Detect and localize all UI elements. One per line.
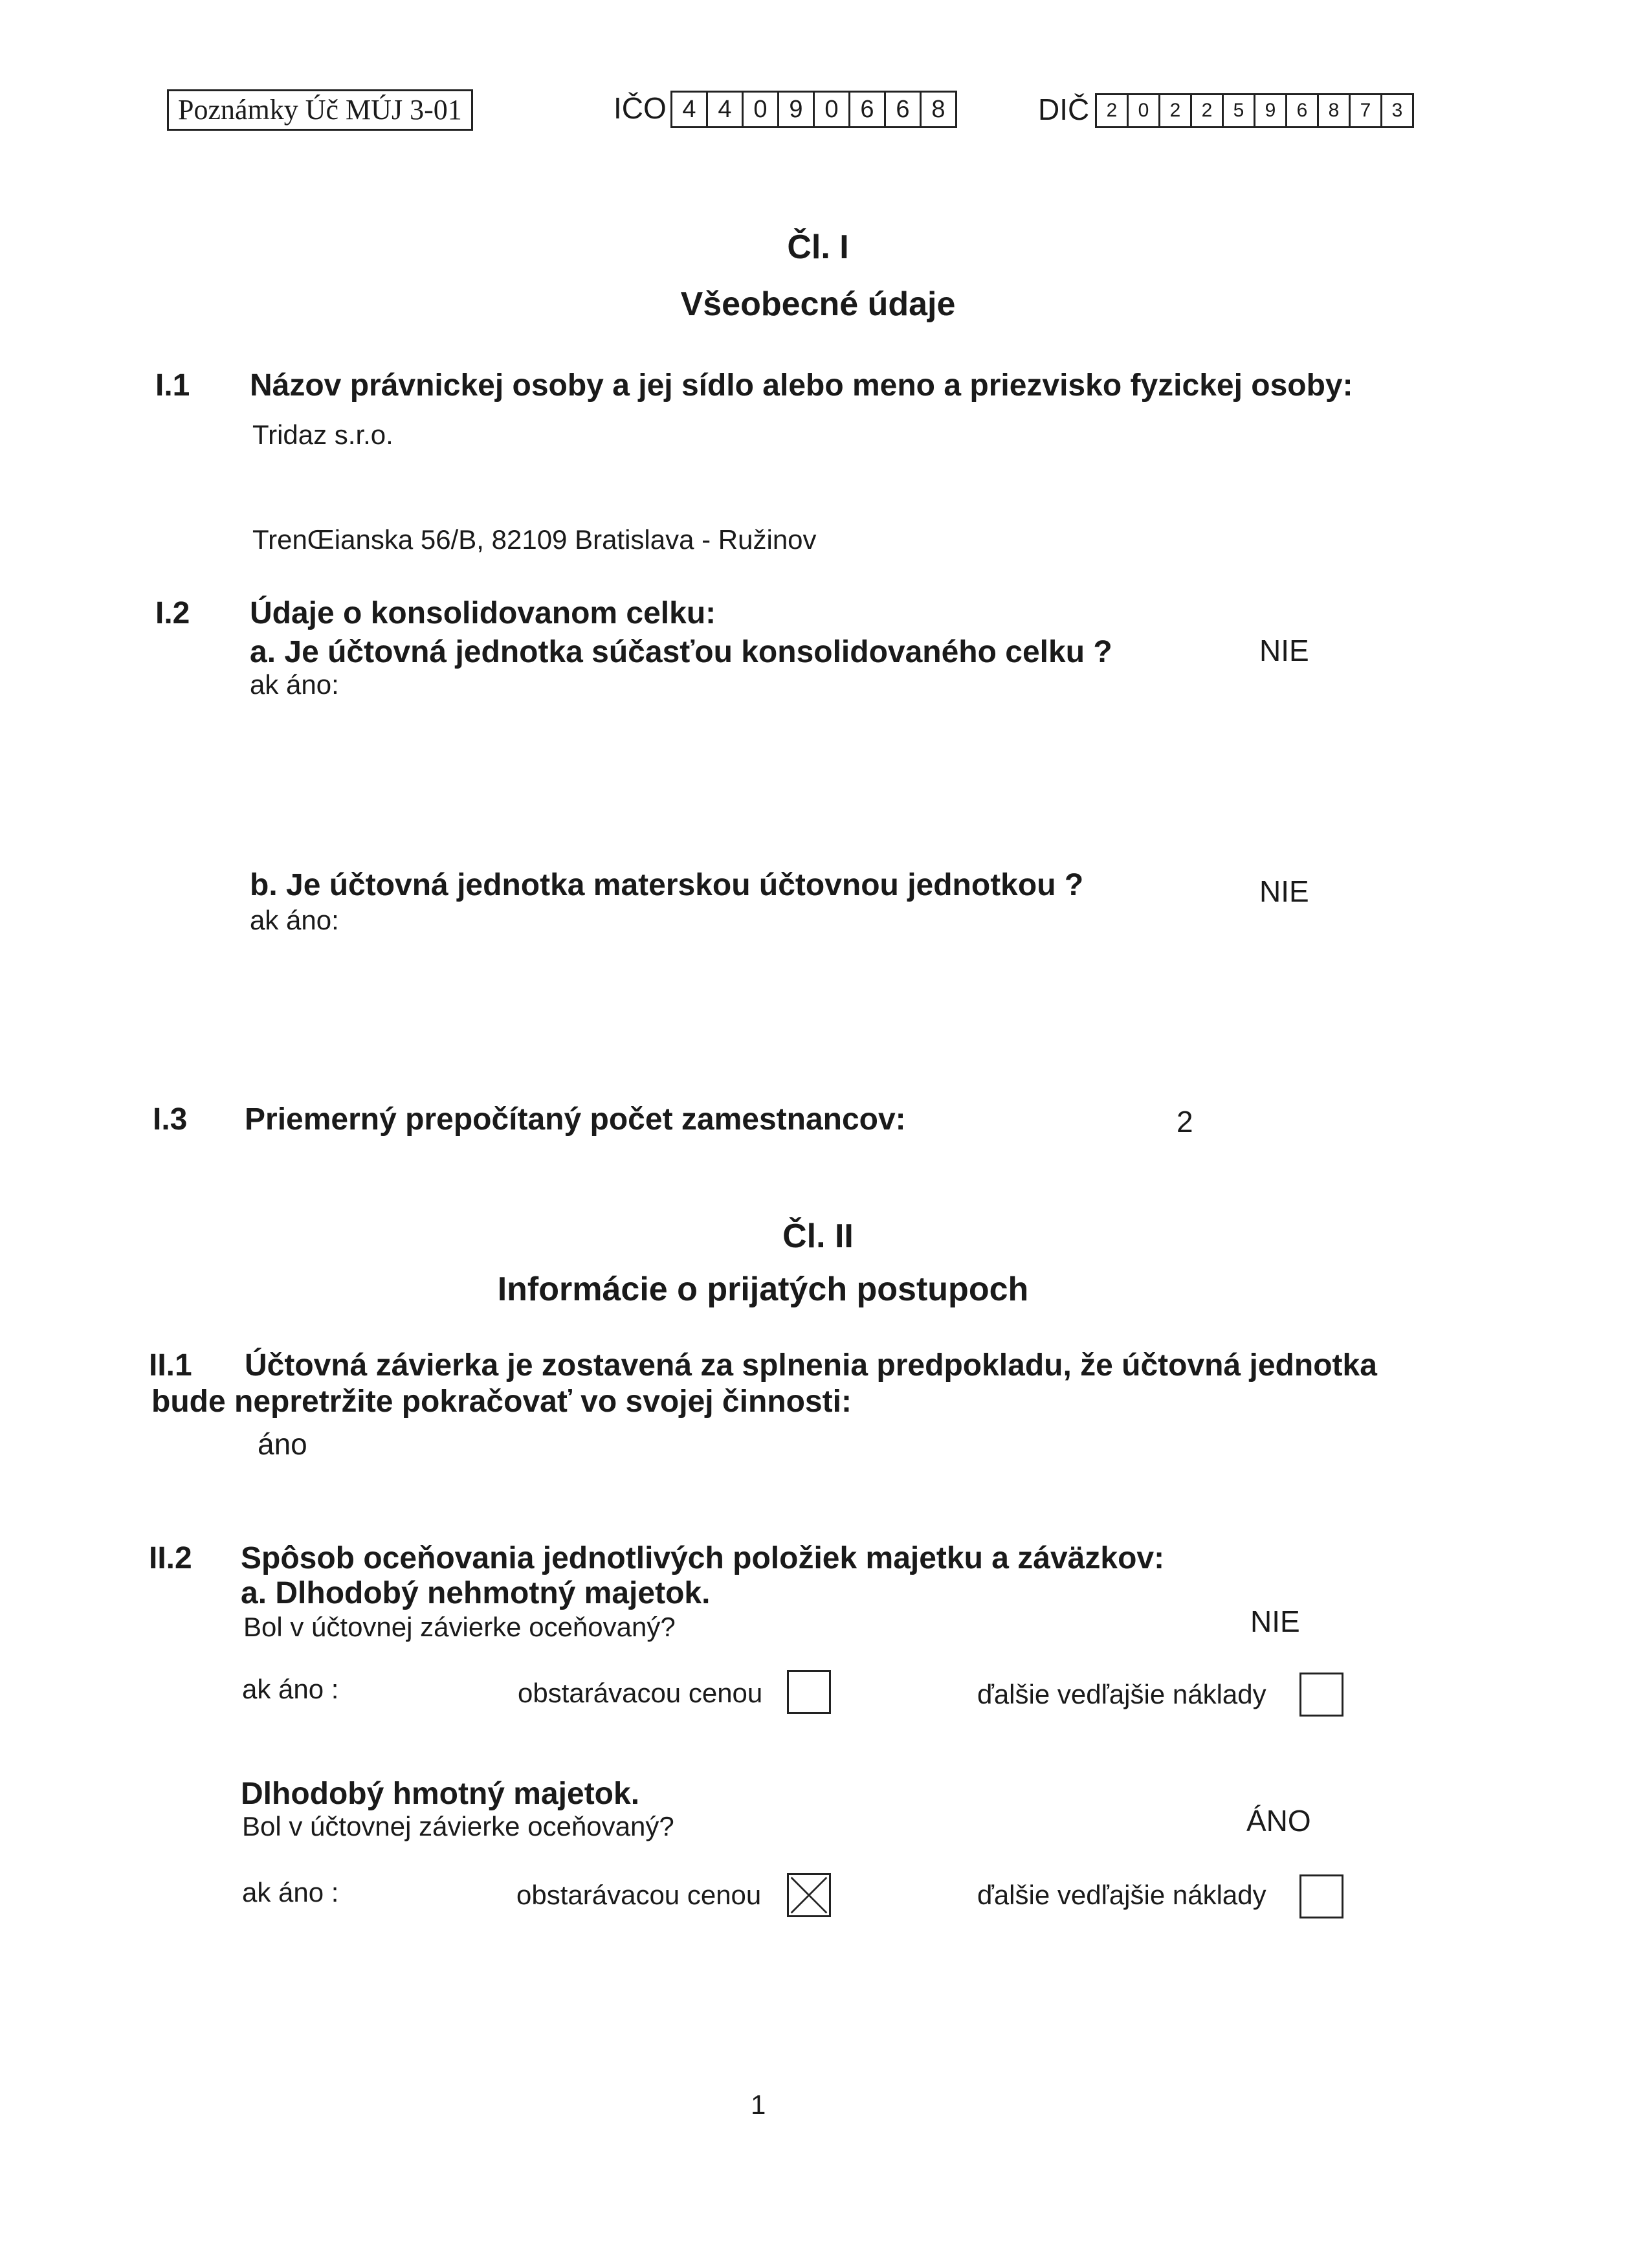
ico-digit: 8: [931, 96, 945, 123]
ii2a-answer: NIE: [1250, 1605, 1300, 1638]
ico-digits: [670, 91, 957, 128]
ii2a-option2-checkbox[interactable]: [1299, 1673, 1343, 1717]
i3-label: Priemerný prepočítaný počet zamestnancov:: [245, 1102, 906, 1137]
section2-subtitle: Informácie o prijatých postupoch: [497, 1271, 1029, 1308]
dic-digit: 2: [1192, 95, 1224, 126]
ico-digit: 4: [708, 93, 744, 126]
section1-title: Čl. I: [787, 228, 849, 266]
i2a-if-yes: ak áno:: [250, 669, 339, 700]
dic-digit: 2: [1160, 95, 1192, 126]
ii2b-option1-label: obstarávacou cenou: [516, 1880, 762, 1910]
i3-value: 2: [1177, 1105, 1193, 1139]
ii2a-option1-label: obstarávacou cenou: [518, 1678, 763, 1708]
dic-digit: 9: [1255, 95, 1287, 126]
i2b-question: b. Je účtovná jednotka materskou účtovnou jednotkou ?: [250, 868, 1084, 902]
i2-heading: Údaje o konsolidovanom celku:: [250, 596, 716, 630]
dic-digit: 7: [1351, 95, 1382, 126]
ii2b-answer: ÁNO: [1246, 1804, 1311, 1838]
dic-digit: 6: [1287, 95, 1319, 126]
ii1-number: II.1: [149, 1348, 192, 1383]
dic-digit: 3: [1391, 100, 1403, 121]
ico-digit: 4: [672, 93, 708, 126]
section2-title: Čl. II: [782, 1217, 854, 1255]
ii2b-option1-checkbox[interactable]: [787, 1873, 831, 1917]
ii2a-title: a. Dlhodobý nehmotný majetok.: [241, 1576, 711, 1610]
ii2a-if-yes: ak áno :: [242, 1674, 339, 1704]
i1-question: Názov právnickej osoby a jej sídlo alebo meno a priezvisko fyzickej osoby:: [250, 368, 1353, 403]
dic-digit: 2: [1097, 95, 1129, 126]
i3-number: I.3: [153, 1102, 188, 1137]
company-name: Tridaz s.r.o.: [252, 419, 393, 450]
i2a-question: a. Je účtovná jednotka súčasťou konsolidovaného celku ?: [250, 635, 1112, 669]
i2a-answer: NIE: [1259, 634, 1309, 667]
i2b-if-yes: ak áno:: [250, 905, 339, 935]
ii2a-question: Bol v účtovnej závierke oceňovaný?: [243, 1612, 676, 1642]
ico-digit: 6: [850, 93, 886, 126]
ii2b-option2-checkbox[interactable]: [1299, 1874, 1343, 1918]
dic-digit: 5: [1224, 95, 1255, 126]
ii2b-if-yes: ak áno :: [242, 1877, 339, 1907]
ii2b-option2-label: ďalšie vedľajšie náklady: [977, 1880, 1266, 1910]
ii1-line2: bude nepretržite pokračovať vo svojej činnosti:: [151, 1384, 852, 1419]
i2b-answer: NIE: [1259, 874, 1309, 908]
form-label: Poznámky Úč MÚJ 3-01: [167, 89, 473, 131]
ico-digit: 0: [815, 93, 850, 126]
section1-subtitle: Všeobecné údaje: [680, 285, 956, 323]
ico-digit: 0: [744, 93, 779, 126]
i1-number: I.1: [155, 368, 190, 403]
ii2-heading: Spôsob oceňovania jednotlivých položiek majetku a záväzkov:: [241, 1541, 1165, 1575]
ico-digit: 6: [886, 93, 922, 126]
company-address: TrenŒianska 56/B, 82109 Bratislava - Ružinov: [252, 524, 817, 555]
ii2a-option2-label: ďalšie vedľajšie náklady: [977, 1679, 1266, 1709]
ii2-number: II.2: [149, 1541, 192, 1575]
i2-number: I.2: [155, 596, 190, 630]
ii2b-title: Dlhodobý hmotný majetok.: [241, 1777, 640, 1811]
ii1-line1: Účtovná závierka je zostavená za splnenia predpokladu, že účtovná jednotka: [245, 1348, 1377, 1383]
ii1-answer: áno: [258, 1427, 307, 1461]
page-number: 1: [751, 2089, 766, 2120]
ii2a-option1-checkbox[interactable]: [787, 1670, 831, 1714]
check-x-icon: [789, 1875, 829, 1915]
dic-digit: 0: [1129, 95, 1160, 126]
dic-digits: [1095, 93, 1414, 128]
ii2b-question: Bol v účtovnej závierke oceňovaný?: [242, 1811, 674, 1841]
dic-digit: 8: [1319, 95, 1351, 126]
ico-digit: 9: [779, 93, 815, 126]
dic-label: DIČ: [1038, 93, 1090, 126]
ico-label: IČO: [614, 91, 667, 125]
